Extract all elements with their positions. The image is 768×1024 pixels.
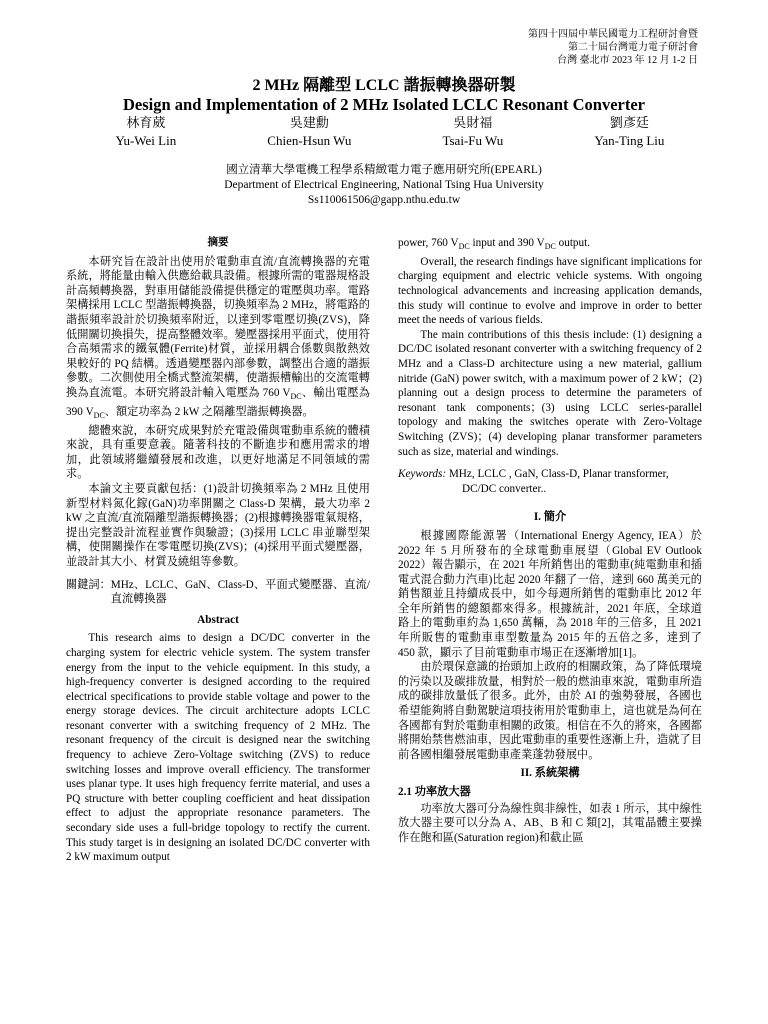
abstract-cn-paragraph: 總體來說，本研究成果對於充電設備與電動車系統的體積來說，具有重要意義。隨著科技的不斷進步和應用需求的增加，此領域將繼續發展和改進，以更好地滿足不同領域的需求。: [66, 424, 370, 481]
author-name-en: Tsai-Fu Wu: [442, 133, 504, 148]
author-name-cn: 吳建勳: [289, 115, 329, 130]
keywords-en: [398, 467, 702, 496]
abstract-cn-paragraph: 本研究旨在設計出使用於電動車直流/直流轉換器的充電系統，將能量由輸入供應給載具設備。根據所需的電器規格設計高頻轉換器，對車用儲能設備提供穩定的電壓與功率。電路架構採用 LCLC 型諧振轉換器，切換頻率為 2 MHz，將電路的諧振頻率設計於切換頻率附近，以達到零電壓切換(ZVS)，降低開關切換損失，提高整體效率。變壓器採用平面式，使用符合高頻需求的鐵氧體(Ferrite)材質，並採用耦合係數與散熱效果較好的 PQ 結構。透過變壓器內部參數，調整出合適的諧振參數。二次側使用全橋式整流架構，使諧振槽輸出的交流電轉換為直流電。本研究將設計輸入電壓為 760 $V_{DC}$、輸出電壓為 390 $V_{DC}$、額定功率為 2 kW 之隔離型諧振轉換器。: [66, 255, 370, 420]
abstract-en-continuation: power, 760 $V_{DC}$ input and 390 $V_{DC}$ output.: [398, 237, 591, 252]
author-name-en: Chien-Hsun Wu: [267, 133, 352, 148]
subsection-heading-amplifier: 2.1 功率放大器: [398, 786, 471, 799]
keywords-en-label: Keywords:: [398, 468, 447, 481]
left-column: [66, 236, 370, 865]
keywords-en-text: DC/DC converter..: [462, 482, 547, 495]
right-column: [398, 236, 702, 845]
author-name-cn: 林育葳: [126, 115, 166, 130]
conference-line: 台灣 臺北市 2023 年 12 月 1-2 日: [557, 55, 698, 66]
author-name-en: Yan-Ting Liu: [594, 133, 665, 148]
section-heading-system: II. 系統架構: [520, 767, 580, 780]
author: [594, 114, 664, 150]
abstract-en-heading: Abstract: [197, 613, 239, 626]
author-email: Ss110061506@gapp.nthu.edu.tw: [307, 194, 461, 206]
author-name-en: Yu-Wei Lin: [115, 133, 177, 148]
abstract-cn-paragraph: 本論文主要貢獻包括：(1)設計切換頻率為 2 MHz 且使用新型材料氮化鎵(GaN)功率開關之 Class-D 架構，最大功率 2 kW 之直流/直流隔離型諧振轉換器；(2)根據轉換器電氣規格，提出完整設計流程並實作與驗證；(3)採用 LCLC 串並聯型架構，使開關操作在零電壓切換(ZVS)；(4)採用平面式變壓器，並設計其大小、材質及繞組等參數。: [66, 482, 370, 568]
section-heading-introduction: I. 簡介: [533, 511, 567, 524]
intro-paragraph: 由於環保意識的抬頭加上政府的相關政策，為了降低環境的污染以及碳排放量，相對於一般的燃油車來說，電動車所造成的碳排放量低了很多。此外，由於 AI 的強勢發展，各國也希望能夠將自動駕駛這項技術用於電動車上，這也就是為何在各國都有對於電動車相關的政策。相信在不久的將來，各國都將開始禁售燃油車，因此電動車的重要性逐漸上升，造就了目前各國相繼發展電動車產業蓬勃發展中。: [398, 661, 702, 761]
conference-line: 第二十屆台灣電力電子研討會: [568, 42, 698, 53]
author-name-cn: 劉彥廷: [609, 115, 649, 130]
abstract-en-paragraph: Overall, the research findings have significant implications for charging equipment and electric vehicle systems. With ongoing technological advancements and increasing application demands, this study will continue to evolve and improve in order to better meet the needs of various fields.: [398, 255, 702, 327]
affiliation-cn: 國立清華大學電機工程學系精緻電力電子應用研究所(EPEARL): [226, 164, 542, 176]
author: [116, 114, 177, 150]
author: [442, 114, 503, 150]
author-name-cn: 吳財福: [453, 115, 493, 130]
abstract-en-paragraph: The main contributions of this thesis include: (1) designing a DC/DC isolated resonant converter with a switching frequency of 2 MHz and a Class-D architecture using a new material, gallium nitride (GaN) power switch, with a maximum power of 2 kW；(2) planning out a design process to determine the parameters of resonant tank components；(3) using LCLC series-parallel topology and making the switches operate with Zero-Voltage Switching (ZVS)；(4) developing planar transformer parameters such as size, material and windings.: [398, 328, 702, 458]
intro-paragraph: 根據國際能源署（International Energy Agency, IEA）於 2022 年 5 月所發布的全球電動車展望（Global EV Outlook 2022）報告顯示，在 2021 年所銷售出的電動車(純電動車和插電式混合動力汽車)比起 2020 年翻了一倍，達到 660 萬美元的銷售額並且持續成長中，如今每週所銷售的電動車比 2012 年全年所銷售的總額都來得多。根據統計，2021 年底，全球道路上的電動車約為 1,650 萬輛，為 2018 年的三倍多，且 2021 年所販售的電動車車型數量為 2015 年的五倍之多，達到了 450 款，顯示了目前電動車市場正在逐漸增加[1]。: [398, 529, 702, 659]
paper-title-english: Design and Implementation of 2 MHz Isolated LCLC Resonant Converter: [122, 95, 646, 114]
affiliation-en: Department of Electrical Engineering, National Tsing Hua University: [224, 179, 544, 191]
author-list: [70, 114, 710, 150]
conference-line: 第四十四屆中華民國電力工程研討會暨: [528, 29, 698, 40]
amplifier-paragraph: 功率放大器可分為線性與非線性，如表 1 所示，其中線性放大器主要可以分為 A、AB、B 和 C 類[2]，其電晶體主要操作在飽和區(Saturation region)和截止區: [398, 802, 702, 844]
affiliation: [0, 163, 768, 208]
paper-title-chinese: 2 MHz 隔離型 LCLC 諧振轉換器研製: [252, 77, 516, 94]
author: [267, 114, 351, 150]
keywords-cn-label: 關鍵詞：: [66, 578, 111, 591]
abstract-en-paragraph: This research aims to design a DC/DC converter in the charging system for electric vehicle system. The system transfer energy from the input to the vehicle equipment. In this study, a high-frequency converter is designed according to the required electrical specifications to provide stable voltage and power to the energy storage devices. The circuit architecture adopts LCLC resonant converter with a switching frequency of 2 MHz. The resonant frequency of the circuit is designed near the switching frequency to achieve Zero-Voltage switching (ZVS) to reduce switching losses and improve overall efficiency. The transformer uses planar type. It uses high frequency ferrite material, and uses a PQ structure with better coupling coefficient and heat dissipation effect to adjust the appropriate resonance parameters. The secondary side uses a full-bridge topology to rectify the current. This study target is in designing an isolated DC/DC converter with 2 kW maximum output: [66, 632, 370, 864]
keywords-en-text: MHz, LCLC , GaN, Class-D, Planar transformer,: [448, 468, 669, 481]
abstract-cn-heading: 摘要: [207, 237, 229, 248]
keywords-cn-text: MHz、LCLC、GaN、Class-D、平面式變壓器、直流/直流轉換器: [110, 578, 370, 606]
keywords-cn: [66, 578, 370, 607]
conference-info: [528, 28, 698, 67]
